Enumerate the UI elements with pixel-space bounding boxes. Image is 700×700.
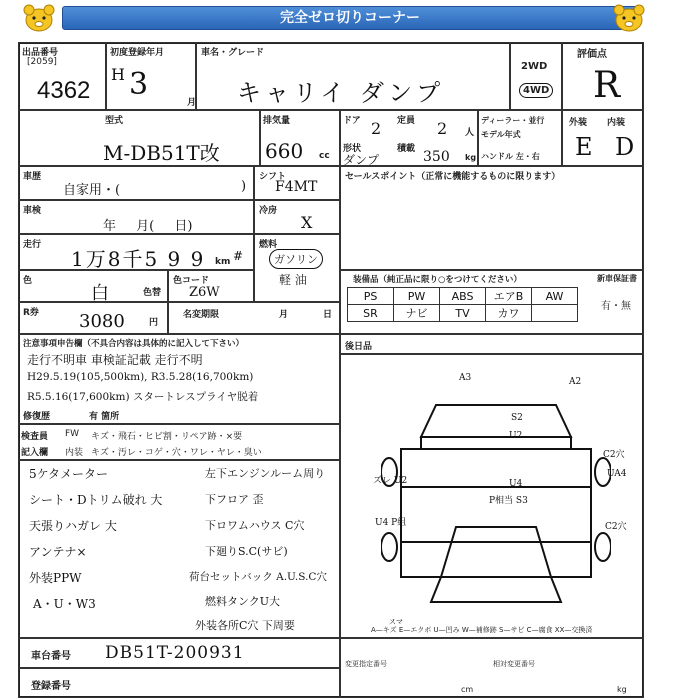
equipment-item: カワ [486,305,532,322]
new-warranty-value: 有・無 [601,301,631,312]
change-cell [340,638,644,698]
condition-cell [562,110,644,166]
doors-value: 2 [371,119,382,138]
inspector-fw: FW [65,429,80,439]
fuel-label: 燃料 [259,240,278,250]
equipment-item: SR [348,305,394,322]
damage-mark: C2穴 [605,522,627,532]
displacement-unit: cc [319,151,330,161]
remark-right: 下フロア 歪 [205,493,264,506]
equipment-item: ABS [440,288,486,305]
equipment-item: AW [532,288,578,305]
remark-left: 外装PPW [29,571,82,585]
interior-label: 内装 [607,118,626,128]
repair-value: 有 箇所 [89,412,120,422]
fuel-gasoline: ガソリン [269,249,323,269]
drive-cell [510,42,562,110]
capacity-unit: 人 [465,128,475,138]
fuel-diesel: 軽 油 [279,273,307,287]
damage-mark: UA4 [607,469,627,479]
exterior-value: E [575,133,593,161]
rear-seat-label: 後日品 [345,342,373,352]
color-code-cell [168,270,254,302]
recycle-value: 3080 [79,311,125,332]
remark-left: シート・Dトリム破れ 大 [29,493,163,507]
damage-mark: P相当 S3 [489,496,528,506]
rating-label: 評価点 [577,49,607,60]
chassis-value: DB51T-200931 [105,643,245,663]
bear-mascot-icon [22,3,56,33]
first-reg-cell [106,42,196,110]
model-label: 型式 [105,116,124,126]
first-reg-year: 3 [129,67,149,102]
displacement-cell [260,110,340,166]
notes-cell [18,334,340,424]
car-history-value: 自家用・( [63,183,121,198]
damage-mark: C2穴 [603,450,625,460]
drive-2wd: 2WD [521,61,548,72]
shape-label: 形状 [343,144,362,154]
remark-right: 下廻りS.C(サビ) [205,545,288,558]
rating-cell [562,42,644,110]
first-reg-label: 初度登録年月 [110,48,165,58]
plate-label: 登録番号 [31,681,71,692]
car-history-label: 車歴 [23,172,42,182]
exhibit-sub: [2059] [27,57,57,67]
cooling-label: 冷房 [259,206,278,216]
entry-interior: 内装 [65,448,84,458]
repair-label: 修復歴 [23,412,51,422]
notes-line2: H29.5.19(105,500km), R3.5.28(16,700km) [27,371,254,383]
banner [0,0,700,36]
model-value: M-DB51T改 [103,141,220,165]
displacement-label: 排気量 [263,116,291,126]
load-label: 積載 [397,144,416,154]
notes-line3: R5.5.16(17,600km) スタートレスプライヤ脱着 [27,391,259,403]
equipment-label: 装備品（純正品に限り○をつけてください） [353,275,522,285]
shift-value: F4MT [275,179,318,195]
equipment-item: ナビ [394,305,440,322]
diagram-cell [340,354,644,638]
mileage-mark: # [233,249,244,263]
change1-label: 変更指定番号 [345,660,387,668]
car-name-label: 車名・グレード [201,48,265,58]
dealer-label: ディーラー・並行 [481,116,545,125]
name-change-month: 月 [279,310,289,320]
doors-capacity-cell [340,110,478,166]
mileage-cell [18,234,254,270]
mileage-unit: km [215,257,231,267]
damage-mark: スマ [389,618,403,626]
load-value: 350 [423,149,450,165]
cooling-value: X [301,213,313,232]
notes-label: 注意事項申告欄（不具合内容は具体的に記入して下さい） [23,339,245,349]
car-history-cell [18,166,254,200]
first-reg-era: H [111,65,125,84]
remark-right: 荷台セットバック A.U.S.C穴 [189,571,327,583]
equipment-item: エアB [486,288,532,305]
handle-label: ハンドル 左・右 [481,152,540,161]
name-change-label: 名変期限 [183,310,220,320]
color-code-value: Z6W [189,285,220,300]
remark-right: 下ロワムハウス C穴 [205,519,305,532]
entry-label: 記入欄 [21,448,49,458]
recycle-cell [18,302,168,334]
name-change-day: 日 [323,310,333,320]
color-cell [18,270,168,302]
load-unit: kg [465,153,477,162]
rear-seat-cell [340,334,644,354]
drive-4wd: 4WD [519,83,553,98]
chassis-label: 車台番号 [31,651,71,662]
doors-label: ドア [343,116,361,126]
exhibit-label: 出品番号 [22,48,59,58]
equipment-cell [340,270,644,334]
remark-left: アンテナ× [29,545,87,559]
inspector-text: キズ・飛石・ヒビ割・リペア跡・×要 [91,432,243,442]
damage-mark: U4 [509,479,523,489]
fuel-cell [254,234,340,302]
inspection-cell [18,200,254,234]
damage-mark: U2 [509,431,523,441]
cm-unit: cm [461,685,474,694]
inspection-value: 年 月( 日) [103,219,193,234]
remarks-cell [18,460,340,638]
exhibit-cell [18,42,106,110]
car-name-cell [196,42,510,110]
exterior-label: 外装 [569,118,588,128]
cooling-cell [254,200,340,234]
damage-mark: ズレ U2 [373,476,408,486]
equipment-item: PS [348,288,394,305]
exhibit-number: 4362 [37,77,91,104]
remark-right: 左下エンジンルーム周り [205,467,326,480]
model-year-label: モデル年式 [481,130,521,139]
recycle-unit: 円 [149,318,159,328]
inspection-label: 車検 [23,206,42,216]
shift-cell [254,166,340,200]
equipment-item [532,305,578,322]
damage-mark: A2 [569,377,582,387]
chassis-cell [18,638,340,668]
remark-right: 燃料タンクU大 [205,595,281,608]
color-code-label: 色コード [173,276,210,286]
new-warranty-label: 新車保証書 [597,274,637,283]
kg-unit: kg [617,685,627,694]
damage-mark: A3 [459,373,472,383]
color-value: 白 [91,283,109,304]
banner-title: 完全ゼロ切りコーナー [62,6,638,30]
capacity-label: 定員 [397,116,416,126]
plate-cell [18,668,340,698]
car-history-close: ) [241,179,247,194]
displacement-value: 660 [265,139,304,163]
shape-value: ダンプ [343,153,380,167]
remark-left: A・U・W3 [33,597,96,611]
remark-left: 5ケタメーター [29,467,109,481]
inspector-cell [18,424,340,460]
shift-label: シフト [259,172,287,182]
equipment-item: TV [440,305,486,322]
interior-value: D [615,133,635,161]
diagram-legend: A—キズ E—エクボ U—凹み W—補修跡 S—サビ C—腐食 XX—交換済 [371,626,593,634]
change2-label: 相対変更番号 [493,660,535,668]
damage-mark: S2 [511,413,523,423]
remark-left: 天張りハガレ 大 [29,519,117,533]
dealer-cell [478,110,562,166]
equipment-table [347,287,578,322]
sales-point-cell [340,166,644,270]
first-reg-month-label: 月 [187,98,197,108]
capacity-value: 2 [437,119,448,138]
bear-mascot-icon [612,3,646,33]
recycle-label: R券 [23,308,39,318]
model-cell [18,110,260,166]
mileage-value: 1万8千5 9 9 [71,247,206,271]
name-change-cell [168,302,340,334]
damage-mark: U4 P組 [375,518,407,528]
car-name-value: キャリイ ダンプ [237,79,445,107]
entry-text: キズ・汚レ・コゲ・穴・ワレ・ヤレ・臭い [91,448,262,458]
notes-line1: 走行不明車 車検証記載 走行不明 [27,353,203,367]
equipment-item: PW [394,288,440,305]
remark-right: 外装各所C穴 下周要 [195,619,295,632]
mileage-label: 走行 [23,240,42,250]
sales-point-label: セールスポイント（正常に機能するものに限ります） [345,172,561,182]
inspector-label: 検査員 [21,432,49,442]
color-label: 色 [23,276,33,286]
rating-value: R [593,65,621,106]
paint-label: 色替 [143,288,162,298]
